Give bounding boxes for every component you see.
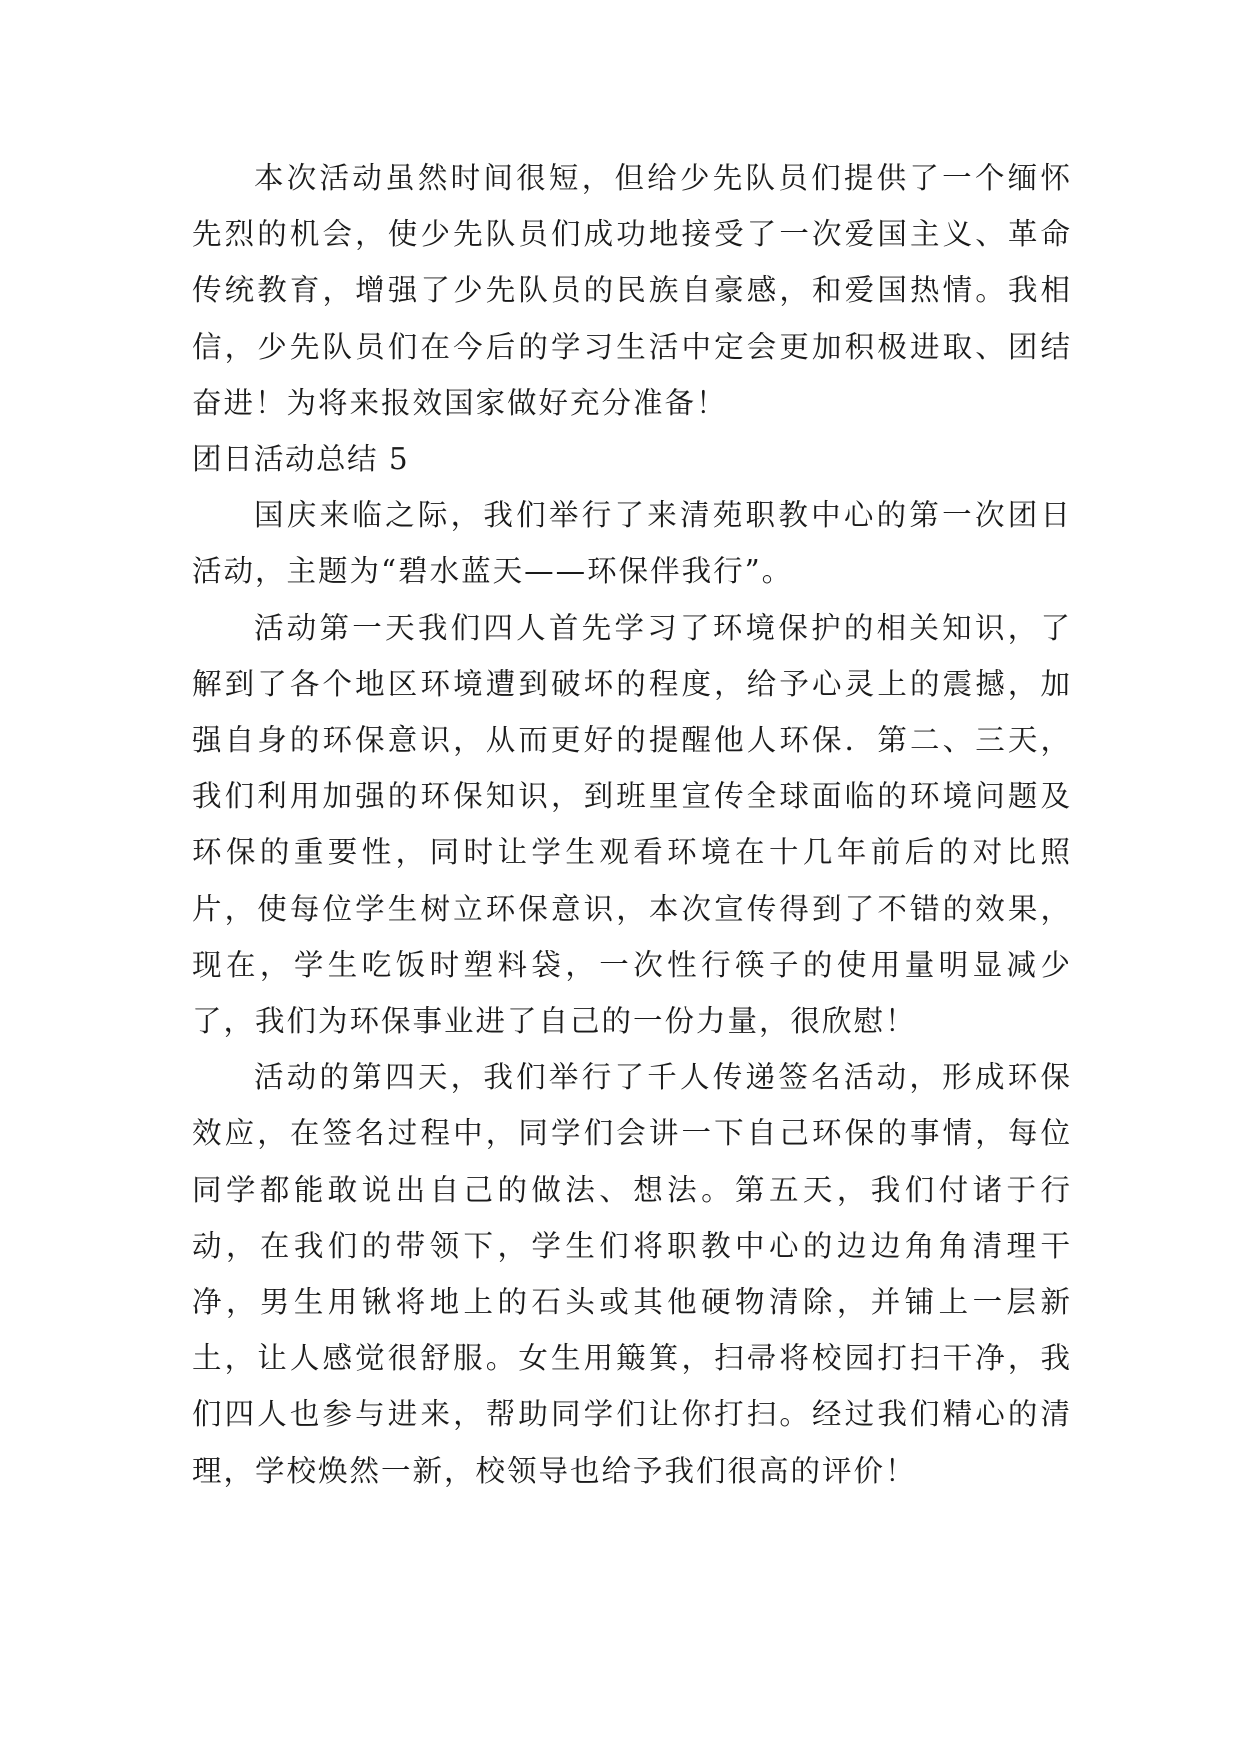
section-heading: 团日活动总结 5 xyxy=(192,442,410,477)
paragraph-days-four-five: 活动的第四天，我们举行了千人传递签名活动，形成环保效应，在签名过程中，同学们会讲一下自己环保的事情，每位同学都能敢说出自己的做法、想法。第五天，我们付诸于行动，在我们的带领下，学生们将职教中心的边边角角清理干净，男生用锹将地上的石头或其他硬物清除，并铺上一层新土，让人感觉很舒服。女生用簸箕，扫帚将校园打扫干净，我们四人也参与进来，帮助同学们让你打扫。经过我们精心的清理，学校焕然一新，校领导也给予我们很高的评价！ xyxy=(192,1060,1072,1488)
paragraph-activity-conclusion: 本次活动虽然时间很短，但给少先队员们提供了一个缅怀先烈的机会，使少先队员们成功地接受了一次爱国主义、革命传统教育，增强了少先队员的民族自豪感，和爱国热情。我相信，少先队员们在今后的学习生活中定会更加积极进取、团结奋进！为将来报效国家做好充分准备！ xyxy=(192,161,1072,420)
document-body xyxy=(192,150,1072,1499)
paragraph-days-one-to-three: 活动第一天我们四人首先学习了环境保护的相关知识，了解到了各个地区环境遭到破坏的程度，给予心灵上的震撼，加强自身的环保意识，从而更好的提醒他人环保．第二、三天，我们利用加强的环保知识，到班里宣传全球面临的环境问题及环保的重要性，同时让学生观看环境在十几年前后的对比照片，使每位学生树立环保意识，本次宣传得到了不错的效果，现在，学生吃饭时塑料袋，一次性行筷子的使用量明显减少了，我们为环保事业进了自己的一份力量，很欣慰！ xyxy=(192,610,1072,1039)
paragraph-intro: 国庆来临之际，我们举行了来清苑职教中心的第一次团日活动，主题为“碧水蓝天——环保伴我行”。 xyxy=(192,498,1072,589)
